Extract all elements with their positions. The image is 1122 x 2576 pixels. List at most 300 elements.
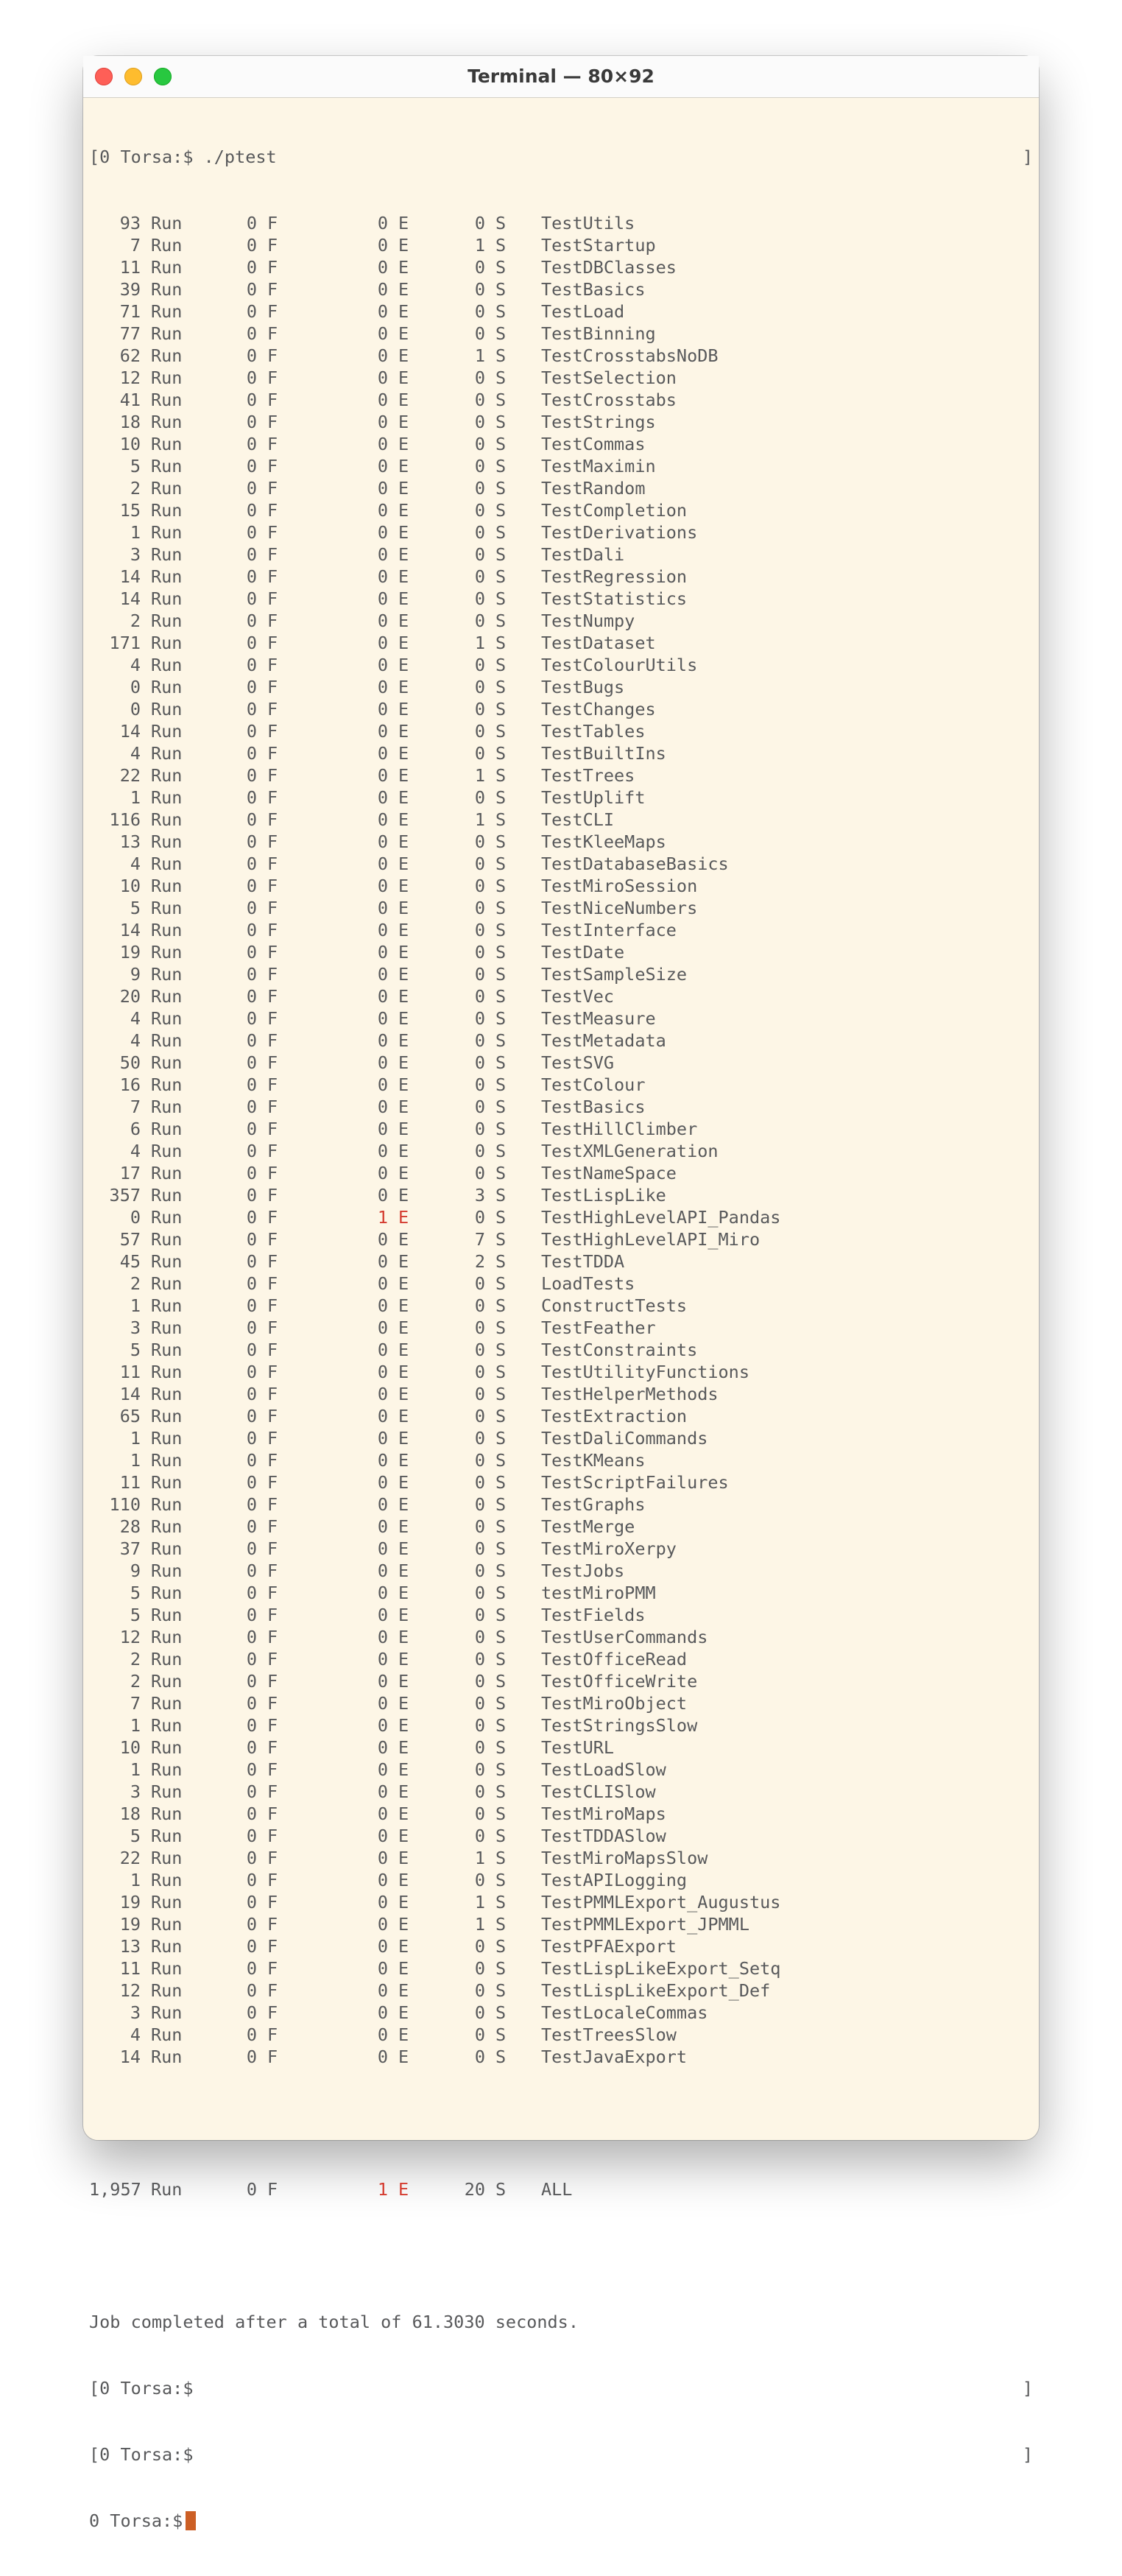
- fail-count: 0: [246, 964, 257, 985]
- test-name: TestLoad: [541, 301, 625, 322]
- run-count: 22: [119, 1848, 141, 1868]
- error-count: 0: [377, 1295, 388, 1316]
- run-label: Run: [151, 213, 183, 233]
- run-label: Run: [151, 1251, 183, 1272]
- prompt-line: [89, 2443, 1033, 2466]
- skip-count: 0: [474, 1097, 485, 1117]
- table-row: [89, 1847, 1033, 1869]
- error-count: 0: [377, 876, 388, 896]
- test-name: TestAPILogging: [541, 1870, 688, 1890]
- error-count: 0: [377, 1759, 388, 1780]
- test-name: TestUtilityFunctions: [541, 1362, 749, 1382]
- run-count: 5: [130, 1340, 141, 1360]
- error-count: 0: [377, 1671, 388, 1692]
- test-name: TestMaximin: [541, 456, 656, 476]
- fail-count: 0: [246, 765, 257, 786]
- fail-count: 0: [246, 1583, 257, 1603]
- run-count: 16: [119, 1074, 141, 1095]
- skip-count: 1: [474, 1892, 485, 1912]
- error-count: 0: [377, 1715, 388, 1736]
- table-row: [89, 1405, 1033, 1427]
- fail-count: 0: [246, 1030, 257, 1051]
- run-count: 1: [130, 522, 141, 543]
- skip-count: 0: [474, 301, 485, 322]
- error-label: E: [398, 633, 409, 653]
- fail-count: 0: [246, 1074, 257, 1095]
- run-count: 1: [130, 787, 141, 808]
- skip-label: S: [495, 1251, 507, 1272]
- run-count: 57: [119, 1229, 141, 1250]
- fail-label: F: [267, 566, 278, 587]
- error-count: 0: [377, 1384, 388, 1404]
- error-label: E: [398, 1450, 409, 1471]
- table-row: [89, 1626, 1033, 1648]
- table-row: [89, 1582, 1033, 1604]
- table-row: [89, 1383, 1033, 1405]
- test-name: TestDate: [541, 942, 625, 963]
- fail-count: 0: [246, 522, 257, 543]
- fail-count: 0: [246, 1185, 257, 1206]
- skip-label: S: [495, 986, 507, 1007]
- test-name: TestURL: [541, 1737, 615, 1758]
- fail-label: F: [267, 1207, 278, 1228]
- fail-count: 0: [246, 279, 257, 300]
- run-label: Run: [151, 1384, 183, 1404]
- error-label: E: [398, 1671, 409, 1692]
- fail-count: 0: [246, 235, 257, 256]
- skip-count: 0: [474, 1803, 485, 1824]
- run-label: Run: [151, 1406, 183, 1426]
- run-label: Run: [151, 390, 183, 410]
- test-name: TestMiroObject: [541, 1693, 688, 1714]
- table-row: [89, 1825, 1033, 1847]
- fail-label: F: [267, 743, 278, 764]
- skip-label: S: [495, 2047, 507, 2067]
- run-label: Run: [151, 787, 183, 808]
- error-count: 0: [377, 1605, 388, 1625]
- table-row: [89, 654, 1033, 676]
- skip-count: 0: [474, 478, 485, 499]
- fail-count: 0: [246, 1980, 257, 2001]
- error-label: E: [398, 1428, 409, 1449]
- fail-count: 0: [246, 854, 257, 874]
- skip-label: S: [495, 765, 507, 786]
- skip-count: 0: [474, 1737, 485, 1758]
- test-name: TestPMMLExport_Augustus: [541, 1892, 781, 1912]
- error-count: 0: [377, 544, 388, 565]
- skip-count: 0: [474, 500, 485, 521]
- test-name: TestUserCommands: [541, 1627, 708, 1647]
- run-count: 171: [109, 633, 141, 653]
- fail-count: 0: [246, 721, 257, 742]
- error-label: E: [398, 566, 409, 587]
- error-count: 0: [377, 1583, 388, 1603]
- fail-count: 0: [246, 1207, 257, 1228]
- run-label: Run: [151, 1892, 183, 1912]
- skip-label: S: [495, 1715, 507, 1736]
- run-label: Run: [151, 1715, 183, 1736]
- skip-label: S: [495, 588, 507, 609]
- run-label: Run: [151, 1693, 183, 1714]
- fail-count: 0: [246, 898, 257, 918]
- table-row: [89, 588, 1033, 610]
- fail-count: 0: [246, 1958, 257, 1979]
- fail-label: F: [267, 279, 278, 300]
- skip-label: S: [495, 1317, 507, 1338]
- run-label: Run: [151, 1870, 183, 1890]
- fail-label: F: [267, 257, 278, 278]
- error-count: 0: [377, 1627, 388, 1647]
- run-label: Run: [151, 1958, 183, 1979]
- run-label: Run: [151, 1759, 183, 1780]
- error-count: 0: [377, 1781, 388, 1802]
- test-name: TestHelperMethods: [541, 1384, 719, 1404]
- skip-count: 0: [474, 1583, 485, 1603]
- fail-label: F: [267, 1163, 278, 1183]
- fail-count: 0: [246, 677, 257, 697]
- skip-count: 1: [474, 1914, 485, 1935]
- fail-count: 0: [246, 213, 257, 233]
- skip-count: 0: [474, 743, 485, 764]
- skip-label: S: [495, 1781, 507, 1802]
- error-count: 0: [377, 677, 388, 697]
- run-label: Run: [151, 1362, 183, 1382]
- table-row: [89, 1803, 1033, 1825]
- run-count: 1,957: [89, 2179, 141, 2200]
- prompt-line: [89, 2377, 1033, 2399]
- run-label: Run: [151, 809, 183, 830]
- terminal-output[interactable]: [89, 102, 1033, 2531]
- fail-count: 0: [246, 1141, 257, 1161]
- test-name: TestBuiltIns: [541, 743, 666, 764]
- fail-count: 0: [246, 809, 257, 830]
- error-count: 0: [377, 1958, 388, 1979]
- test-name: TestStrings: [541, 412, 656, 432]
- run-label: Run: [151, 1163, 183, 1183]
- run-count: 110: [109, 1494, 141, 1515]
- error-count: 0: [377, 1406, 388, 1426]
- error-count: 0: [377, 1803, 388, 1824]
- fail-count: 0: [246, 1163, 257, 1183]
- error-count: 0: [377, 588, 388, 609]
- fail-label: F: [267, 235, 278, 256]
- run-label: Run: [151, 1450, 183, 1471]
- run-count: 2: [130, 1649, 141, 1669]
- test-name: testMiroPMM: [541, 1583, 656, 1603]
- test-name: TestScriptFailures: [541, 1472, 729, 1493]
- skip-count: 2: [474, 1251, 485, 1272]
- fail-count: 0: [246, 1273, 257, 1294]
- run-label: Run: [151, 1472, 183, 1493]
- error-count: 0: [377, 898, 388, 918]
- fail-count: 0: [246, 1848, 257, 1868]
- table-row: [89, 1295, 1033, 1317]
- skip-count: 0: [474, 1317, 485, 1338]
- error-label: E: [398, 1494, 409, 1515]
- skip-label: S: [495, 610, 507, 631]
- run-count: 22: [119, 765, 141, 786]
- table-row: [89, 1427, 1033, 1449]
- fail-count: 0: [246, 544, 257, 565]
- run-label: Run: [151, 2024, 183, 2045]
- error-label: E: [398, 257, 409, 278]
- error-count: 0: [377, 235, 388, 256]
- error-count: 0: [377, 1428, 388, 1449]
- error-count: 0: [377, 1560, 388, 1581]
- error-count: 0: [377, 1141, 388, 1161]
- run-count: 5: [130, 1583, 141, 1603]
- error-label: E: [398, 876, 409, 896]
- skip-count: 0: [474, 1472, 485, 1493]
- test-name: TestBinning: [541, 323, 656, 344]
- fail-label: F: [267, 1693, 278, 1714]
- run-count: 7: [130, 235, 141, 256]
- skip-count: 0: [474, 1052, 485, 1073]
- skip-count: 3: [474, 1185, 485, 1206]
- skip-label: S: [495, 301, 507, 322]
- run-label: Run: [151, 566, 183, 587]
- skip-label: S: [495, 1870, 507, 1890]
- fail-label: F: [267, 1649, 278, 1669]
- error-label: E: [398, 1295, 409, 1316]
- skip-count: 0: [474, 942, 485, 963]
- error-label: E: [398, 1583, 409, 1603]
- run-label: Run: [151, 1560, 183, 1581]
- table-row: [89, 1692, 1033, 1714]
- error-count: 0: [377, 1826, 388, 1846]
- fail-label: F: [267, 500, 278, 521]
- run-label: Run: [151, 1627, 183, 1647]
- fail-count: 0: [246, 610, 257, 631]
- run-label: Run: [151, 434, 183, 454]
- command-line: [89, 146, 1033, 168]
- table-row: [89, 1317, 1033, 1339]
- skip-count: 0: [474, 699, 485, 719]
- skip-label: S: [495, 1362, 507, 1382]
- run-label: Run: [151, 1207, 183, 1228]
- skip-count: 0: [474, 1450, 485, 1471]
- fail-count: 0: [246, 500, 257, 521]
- error-count: 0: [377, 1251, 388, 1272]
- error-label: E: [398, 1052, 409, 1073]
- window-title: Terminal — 80×92: [468, 66, 654, 87]
- skip-count: 0: [474, 1141, 485, 1161]
- run-count: 39: [119, 279, 141, 300]
- error-label: E: [398, 1472, 409, 1493]
- fail-label: F: [267, 1428, 278, 1449]
- skip-label: S: [495, 279, 507, 300]
- test-name: LoadTests: [541, 1273, 635, 1294]
- fail-count: 0: [246, 2024, 257, 2045]
- table-row: [89, 1471, 1033, 1493]
- text-cursor[interactable]: [186, 2511, 196, 2530]
- skip-count: 0: [474, 1671, 485, 1692]
- fail-count: 0: [246, 1605, 257, 1625]
- table-row: [89, 566, 1033, 588]
- run-count: 7: [130, 1097, 141, 1117]
- error-count: 0: [377, 765, 388, 786]
- table-row: [89, 2046, 1033, 2068]
- error-label: E: [398, 478, 409, 499]
- skip-count: 0: [474, 1494, 485, 1515]
- run-count: 1: [130, 1428, 141, 1449]
- run-label: Run: [151, 1848, 183, 1868]
- test-name: TestMiroXerpy: [541, 1538, 677, 1559]
- blank-line: [89, 2245, 1033, 2267]
- fail-label: F: [267, 434, 278, 454]
- table-row: [89, 1781, 1033, 1803]
- test-name: TestTDDA: [541, 1251, 625, 1272]
- error-label: E: [398, 1317, 409, 1338]
- run-count: 0: [130, 1207, 141, 1228]
- skip-label: S: [495, 522, 507, 543]
- skip-count: 0: [474, 367, 485, 388]
- run-label: Run: [151, 478, 183, 499]
- run-label: Run: [151, 1649, 183, 1669]
- fail-label: F: [267, 1472, 278, 1493]
- skip-label: S: [495, 942, 507, 963]
- run-label: Run: [151, 412, 183, 432]
- run-count: 9: [130, 964, 141, 985]
- fail-count: 0: [246, 876, 257, 896]
- title-bar[interactable]: [83, 56, 1039, 98]
- skip-label: S: [495, 213, 507, 233]
- error-count: 0: [377, 412, 388, 432]
- test-name: TestMetadata: [541, 1030, 666, 1051]
- run-count: 2: [130, 1671, 141, 1692]
- fail-label: F: [267, 1516, 278, 1537]
- skip-count: 0: [474, 1538, 485, 1559]
- error-label: E: [398, 1627, 409, 1647]
- run-count: 4: [130, 1030, 141, 1051]
- error-label: E: [398, 301, 409, 322]
- run-count: 357: [109, 1185, 141, 1206]
- skip-label: S: [495, 1472, 507, 1493]
- error-count: 0: [377, 1030, 388, 1051]
- fail-label: F: [267, 1229, 278, 1250]
- test-name: TestKleeMaps: [541, 831, 666, 852]
- fail-label: F: [267, 2024, 278, 2045]
- error-label: E: [398, 1759, 409, 1780]
- run-label: Run: [151, 1273, 183, 1294]
- run-count: 17: [119, 1163, 141, 1183]
- skip-count: 0: [474, 1936, 485, 1957]
- skip-count: 0: [474, 1627, 485, 1647]
- fail-label: F: [267, 1384, 278, 1404]
- skip-label: S: [495, 1605, 507, 1625]
- skip-count: 0: [474, 323, 485, 344]
- command-prompt: [0 Torsa:$ ./ptest: [89, 147, 277, 167]
- skip-count: 7: [474, 1229, 485, 1250]
- error-label: E: [398, 345, 409, 366]
- skip-label: S: [495, 1803, 507, 1824]
- error-label: E: [398, 831, 409, 852]
- prompt-line[interactable]: [89, 2510, 1033, 2532]
- fail-label: F: [267, 412, 278, 432]
- table-row: [89, 1273, 1033, 1295]
- run-count: 1: [130, 1715, 141, 1736]
- run-label: Run: [151, 2047, 183, 2067]
- fail-count: 0: [246, 655, 257, 675]
- test-name: TestNiceNumbers: [541, 898, 698, 918]
- fail-count: 0: [246, 301, 257, 322]
- skip-label: S: [495, 412, 507, 432]
- run-label: Run: [151, 1936, 183, 1957]
- run-label: Run: [151, 1052, 183, 1073]
- run-count: 7: [130, 1693, 141, 1714]
- error-count: 0: [377, 854, 388, 874]
- error-count: 0: [377, 1494, 388, 1515]
- test-name: TestMeasure: [541, 1008, 656, 1029]
- fail-count: 0: [246, 787, 257, 808]
- skip-label: S: [495, 1384, 507, 1404]
- fail-count: 0: [246, 1803, 257, 1824]
- run-label: Run: [151, 235, 183, 256]
- error-label: E: [398, 1538, 409, 1559]
- fail-count: 0: [246, 1870, 257, 1890]
- fail-count: 0: [246, 478, 257, 499]
- error-label: E: [398, 1737, 409, 1758]
- run-label: Run: [151, 1605, 183, 1625]
- table-row: [89, 720, 1033, 742]
- run-count: 5: [130, 456, 141, 476]
- run-count: 10: [119, 434, 141, 454]
- table-row: [89, 389, 1033, 411]
- error-label: E: [398, 1693, 409, 1714]
- test-name: TestOfficeWrite: [541, 1671, 698, 1692]
- skip-count: 0: [474, 1362, 485, 1382]
- run-count: 4: [130, 2024, 141, 2045]
- error-count: 0: [377, 1273, 388, 1294]
- run-count: 18: [119, 412, 141, 432]
- table-row: [89, 831, 1033, 853]
- fail-label: F: [267, 831, 278, 852]
- test-name: TestCompletion: [541, 500, 688, 521]
- skip-label: S: [495, 831, 507, 852]
- error-label: E: [398, 522, 409, 543]
- run-label: Run: [151, 1185, 183, 1206]
- error-count: 0: [377, 1870, 388, 1890]
- skip-label: S: [495, 1693, 507, 1714]
- skip-count: 0: [474, 920, 485, 940]
- skip-label: S: [495, 1207, 507, 1228]
- fail-count: 0: [246, 456, 257, 476]
- run-label: Run: [151, 1317, 183, 1338]
- skip-count: 0: [474, 279, 485, 300]
- skip-label: S: [495, 566, 507, 587]
- skip-label: S: [495, 478, 507, 499]
- skip-count: 0: [474, 1516, 485, 1537]
- table-row: [89, 632, 1033, 654]
- error-count: 0: [377, 257, 388, 278]
- error-label: E: [398, 279, 409, 300]
- fail-label: F: [267, 1560, 278, 1581]
- fail-count: 0: [246, 1627, 257, 1647]
- fail-count: 0: [246, 2179, 257, 2200]
- fail-label: F: [267, 699, 278, 719]
- error-count: 0: [377, 1163, 388, 1183]
- fail-count: 0: [246, 1472, 257, 1493]
- run-count: 14: [119, 566, 141, 587]
- skip-label: S: [495, 920, 507, 940]
- skip-label: S: [495, 1538, 507, 1559]
- test-name: TestMiroMaps: [541, 1803, 666, 1824]
- run-count: 62: [119, 345, 141, 366]
- fail-label: F: [267, 809, 278, 830]
- error-count: 0: [377, 1119, 388, 1139]
- error-label: E: [398, 655, 409, 675]
- terminal-window[interactable]: [83, 56, 1039, 2531]
